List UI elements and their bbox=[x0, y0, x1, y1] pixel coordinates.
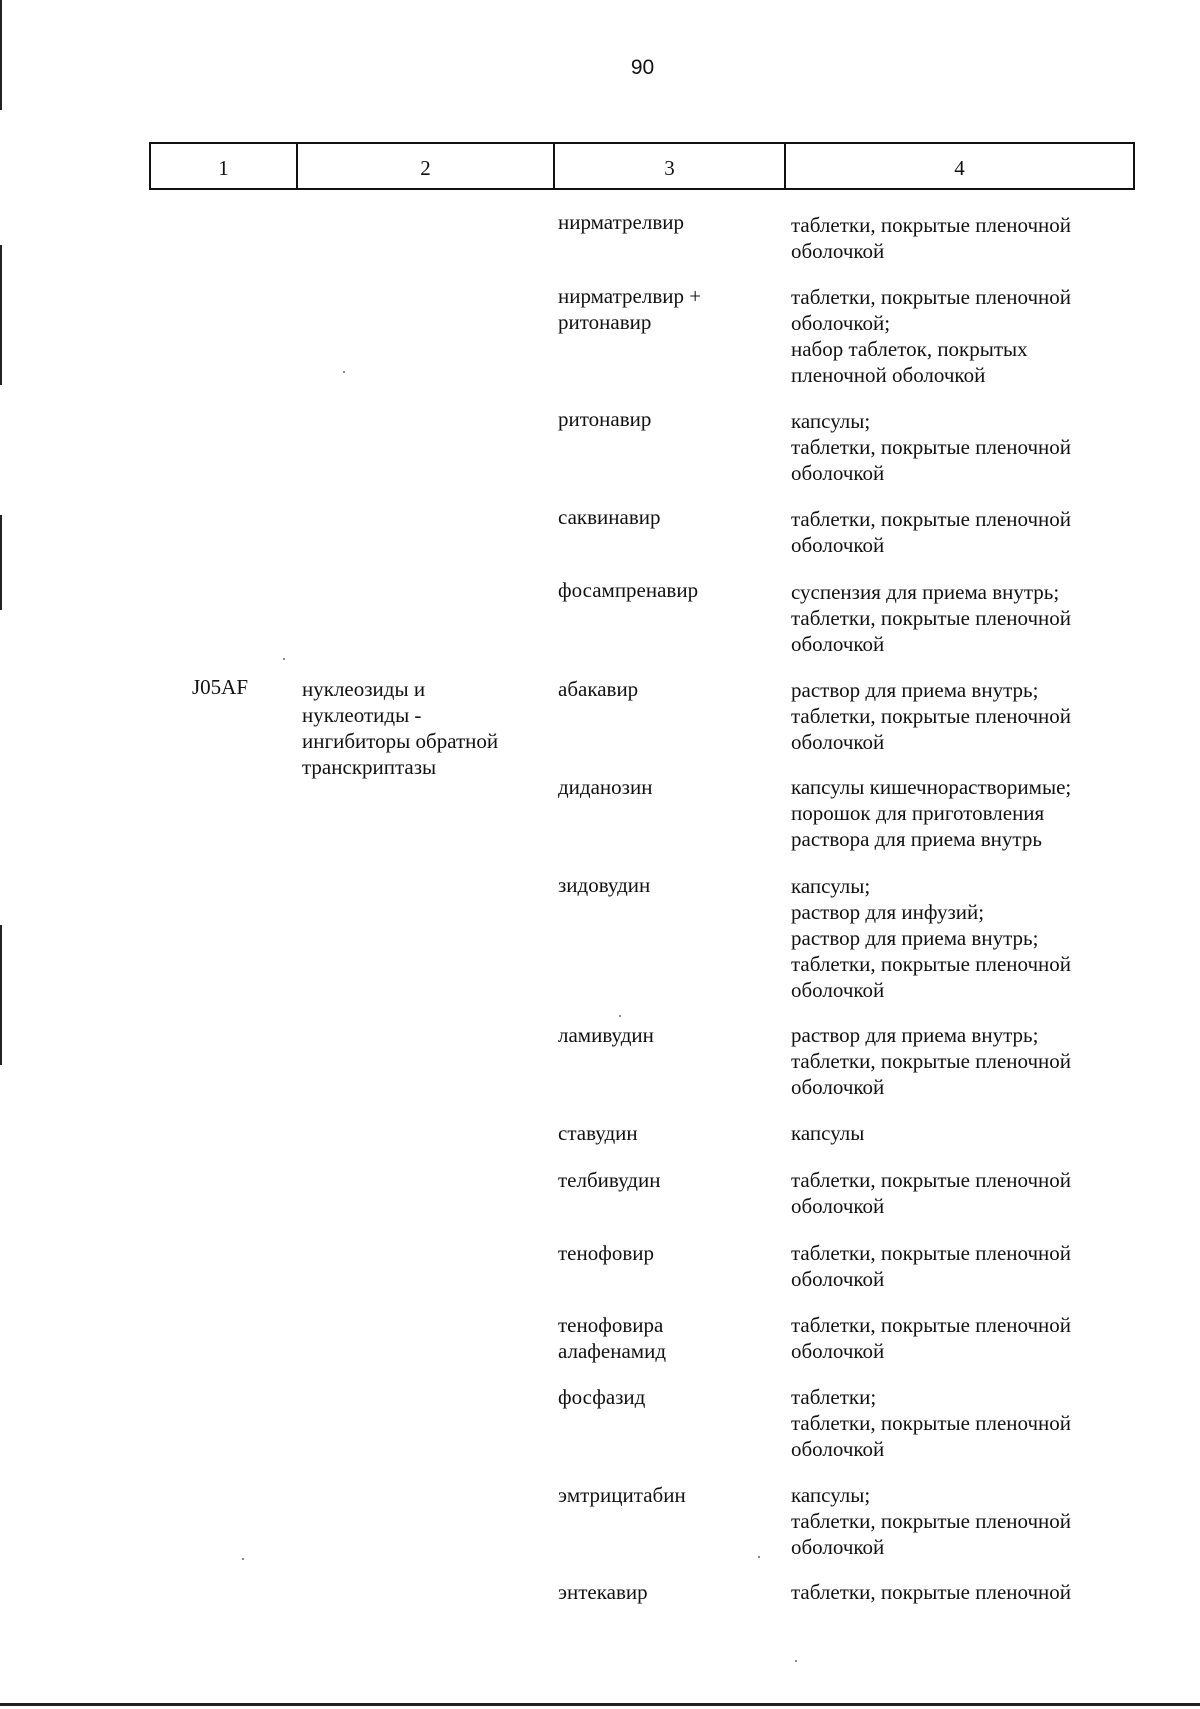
drug-name: зидовудин bbox=[558, 873, 651, 897]
scan-speck bbox=[795, 1660, 797, 1662]
dosage-forms: раствор для приема внутрь; таблетки, покрытые пленочной оболочкой bbox=[791, 678, 1072, 754]
drug-name: нирматрелвир + ритонавир bbox=[558, 284, 702, 334]
scan-edge-left bbox=[0, 245, 2, 385]
header-col-4: 4 bbox=[954, 156, 965, 180]
header-col-3: 3 bbox=[555, 144, 786, 188]
dosage-forms: капсулы кишечнорастворимые; порошок для приготовления раствора для приема внутрь bbox=[791, 775, 1072, 851]
drug-name: эмтрицитабин bbox=[558, 1483, 686, 1507]
dosage-forms: таблетки, покрытые пленочной оболочкой; набор таблеток, покрытых пленочной оболочкой bbox=[791, 285, 1072, 387]
dosage-forms: раствор для приема внутрь; таблетки, покрытые пленочной оболочкой bbox=[791, 1023, 1072, 1099]
drug-name: нирматрелвир bbox=[558, 210, 684, 234]
dosage-forms: таблетки; таблетки, покрытые пленочной оболочкой bbox=[791, 1385, 1072, 1461]
dosage-forms: капсулы bbox=[791, 1121, 865, 1145]
drug-name: ставудин bbox=[558, 1121, 638, 1145]
page-number: 90 bbox=[630, 56, 655, 79]
dosage-forms: таблетки, покрытые пленочной оболочкой bbox=[791, 1241, 1072, 1291]
atc-code: J05AF bbox=[192, 675, 249, 699]
drug-name: саквинавир bbox=[558, 505, 661, 529]
scan-speck bbox=[242, 1558, 244, 1560]
dosage-forms: таблетки, покрытые пленочной оболочкой bbox=[791, 1168, 1072, 1218]
scan-speck bbox=[619, 1015, 621, 1017]
dosage-forms: суспензия для приема внутрь; таблетки, покрытые пленочной оболочкой bbox=[791, 580, 1072, 656]
dosage-forms: таблетки, покрытые пленочной bbox=[791, 1580, 1072, 1604]
dosage-forms: таблетки, покрытые пленочной оболочкой bbox=[791, 213, 1072, 263]
drug-name: абакавир bbox=[558, 677, 639, 701]
drug-name: тенофовир bbox=[558, 1241, 654, 1265]
scan-edge-bottom bbox=[0, 1703, 1200, 1706]
drug-name: фосфазид bbox=[558, 1385, 646, 1409]
table-header bbox=[149, 142, 1135, 190]
dosage-forms: капсулы; таблетки, покрытые пленочной оболочкой bbox=[791, 1483, 1072, 1559]
drug-name: тенофовира алафенамид bbox=[558, 1313, 667, 1363]
drug-name: ритонавир bbox=[558, 407, 652, 431]
scan-edge-left bbox=[0, 925, 2, 1065]
drug-name: энтекавир bbox=[558, 1580, 648, 1604]
dosage-forms: капсулы; раствор для инфузий; раствор для приема внутрь; таблетки, покрытые пленочной оболочкой bbox=[791, 874, 1072, 1002]
scan-edge-left bbox=[0, 515, 2, 610]
scan-speck bbox=[283, 658, 285, 660]
dosage-forms: капсулы; таблетки, покрытые пленочной оболочкой bbox=[791, 409, 1072, 485]
scan-edge-left bbox=[0, 0, 2, 110]
header-col-1: 1 bbox=[151, 144, 298, 188]
dosage-forms: таблетки, покрытые пленочной оболочкой bbox=[791, 507, 1072, 557]
group-name: нуклеозиды и нуклеотиды - ингибиторы обратной транскриптазы bbox=[302, 677, 499, 779]
drug-name: телбивудин bbox=[558, 1168, 661, 1192]
scan-speck bbox=[343, 371, 345, 373]
header-col-2: 2 bbox=[298, 144, 555, 188]
drug-name: ламивудин bbox=[558, 1023, 654, 1047]
drug-name: диданозин bbox=[558, 775, 653, 799]
scan-speck bbox=[758, 1556, 760, 1558]
drug-name: фосампренавир bbox=[558, 578, 699, 602]
dosage-forms: таблетки, покрытые пленочной оболочкой bbox=[791, 1313, 1072, 1363]
